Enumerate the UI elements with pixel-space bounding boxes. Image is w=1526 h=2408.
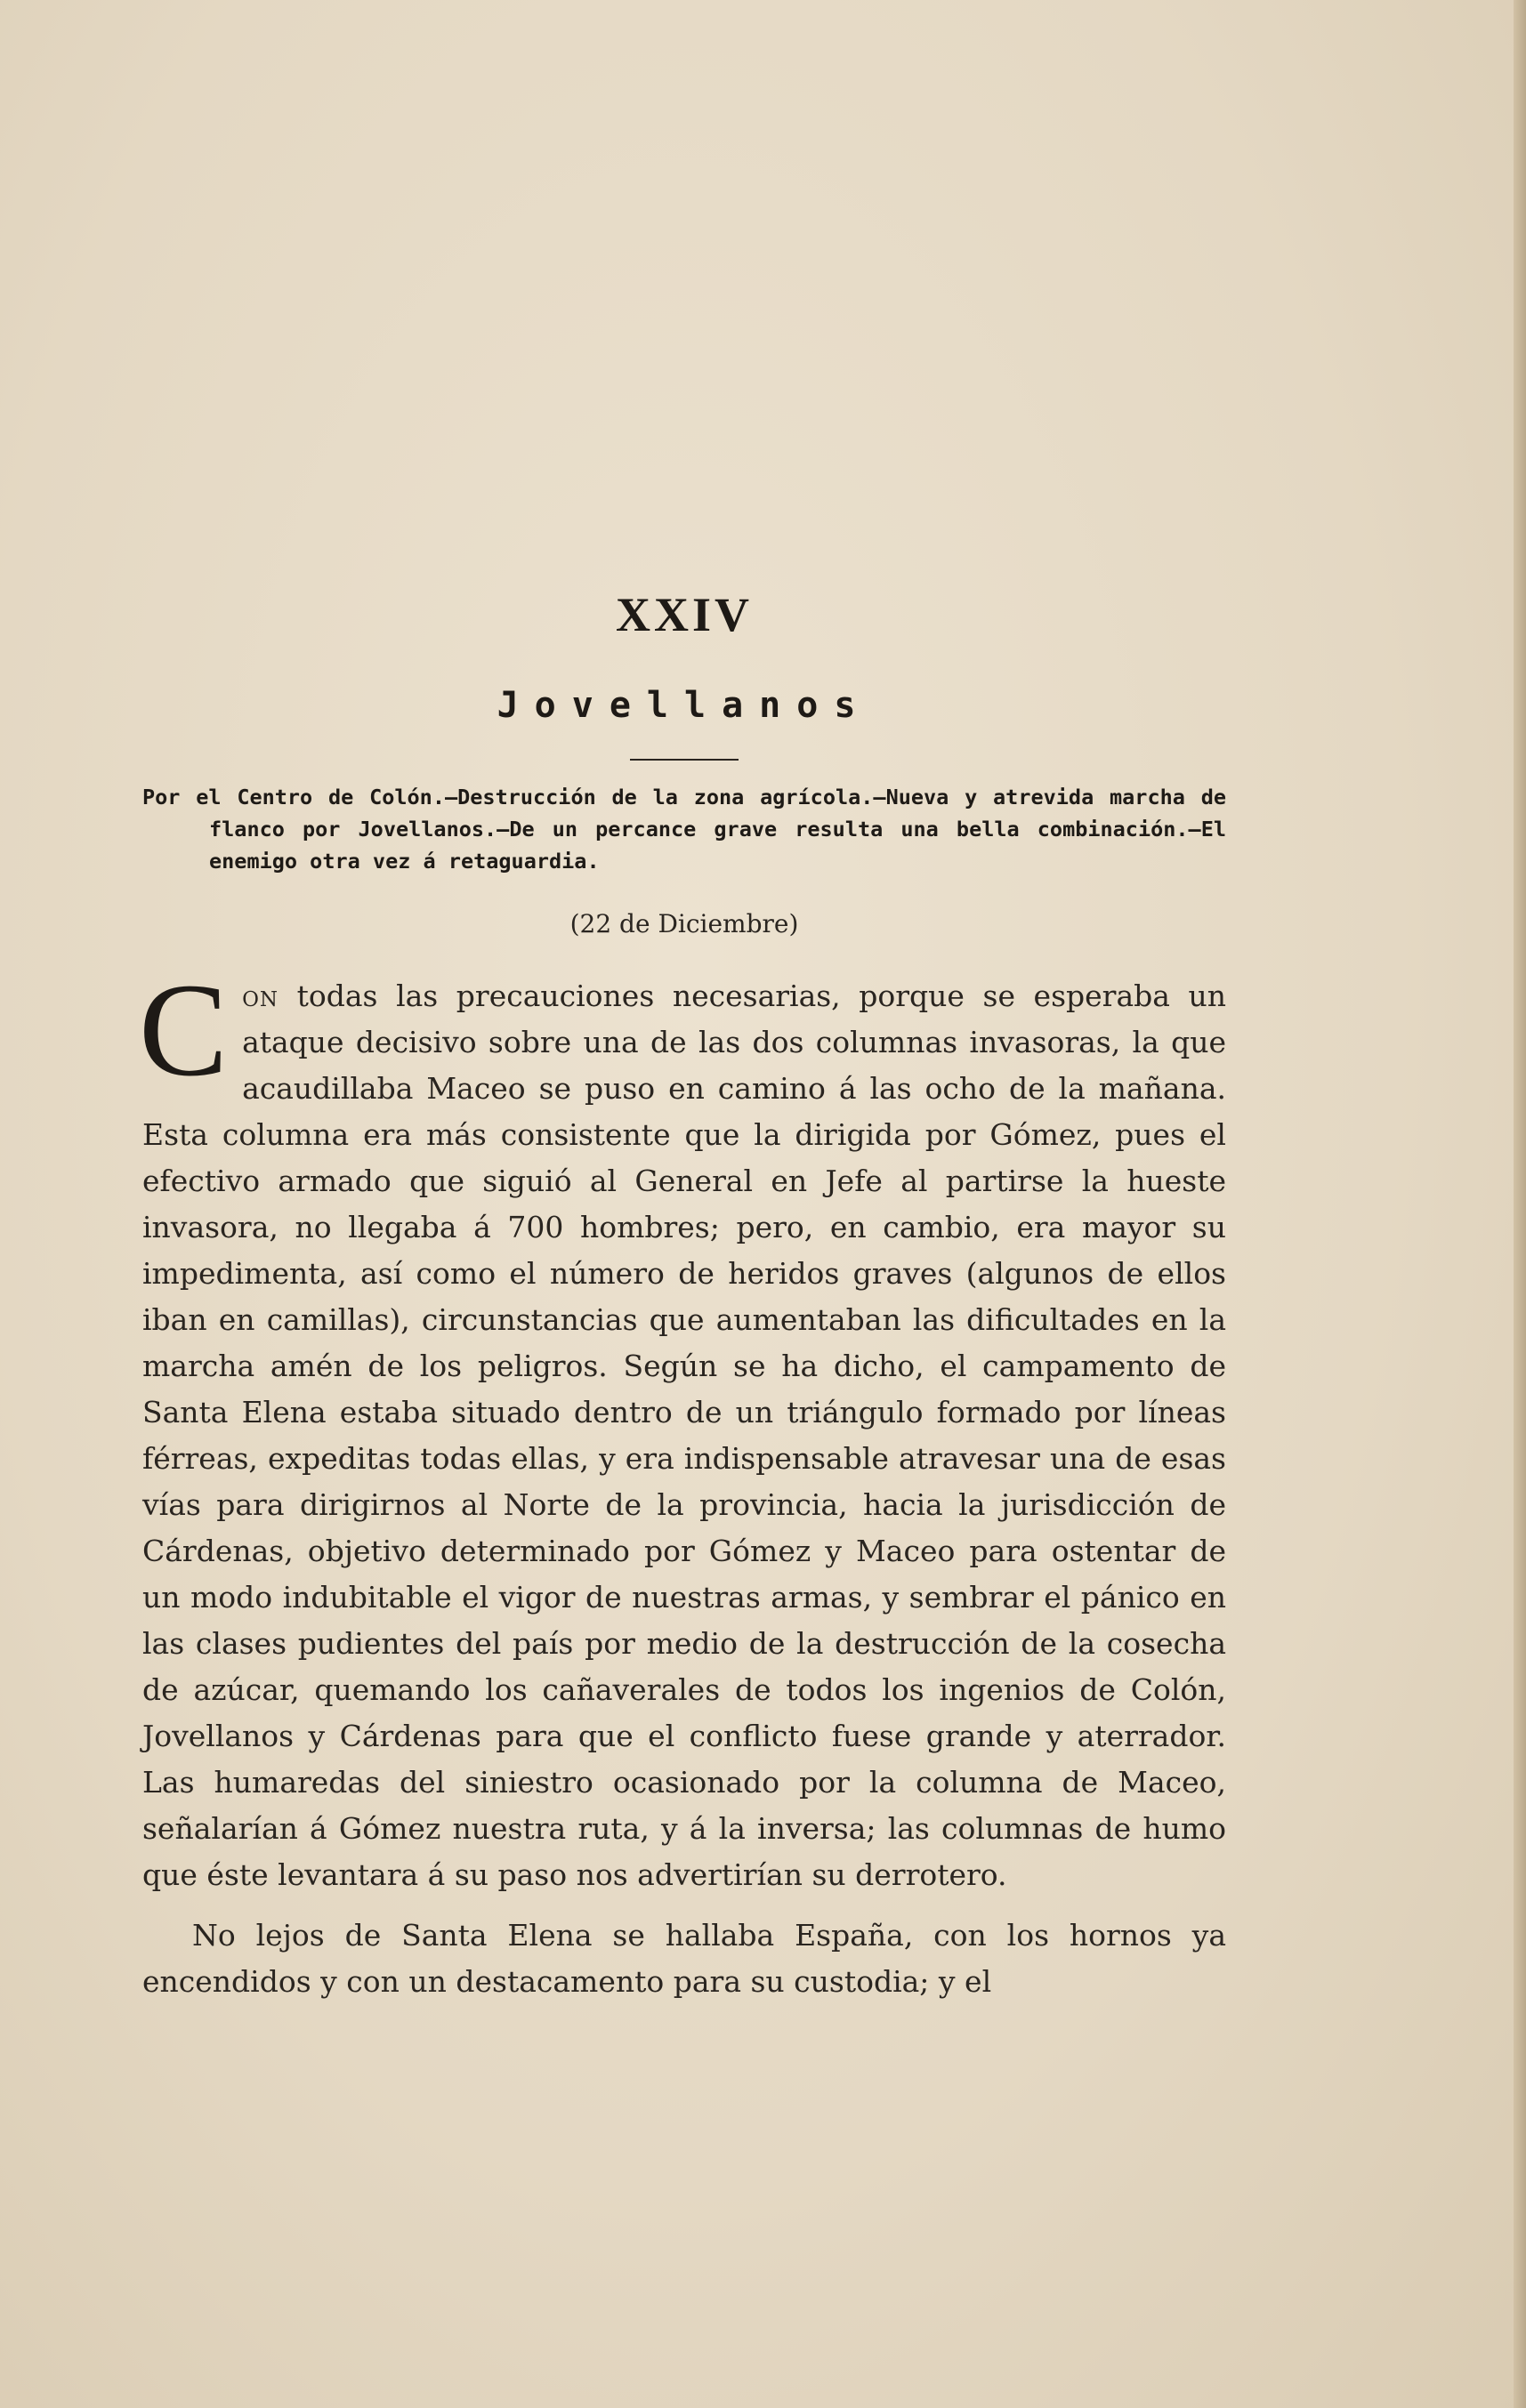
paragraph-1 [139, 956, 1226, 1898]
chapter-number: XXIV [615, 588, 753, 641]
drop-cap: C [139, 956, 229, 1104]
paragraph-1-text: todas las precauciones necesarias, porque se esperaba un ataque decisivo sobre una de las dos columnas invasoras, la que acaudillaba Maceo se puso en camino á las ocho de la mañana. Esta columna era más consistente que la dirigida por Gómez, pues el efectivo armado que siguió al General en Jefe al partirse la hueste invasora, no llegaba á 700 hombres; pero, en cambio, era mayor su impedimenta, así como el número de heridos graves (algunos de ellos iban en camillas), circunstancias que aumentaban las dificultades en la marcha amén de los peligros. Según se ha dicho, el campamento de Santa Elena estaba situado dentro de un triángulo formado por líneas férreas, expeditas todas ellas, y era indispensable atravesar una de esas vías para dirigirnos al Norte de la provincia, hacia la jurisdicción de Cárdenas, objetivo determinado por Gómez y Maceo para ostentar de un modo indubitable el vigor de nuestras armas, y sembrar el pánico en las clases pudientes del país por medio de la destrucción de la cosecha de azúcar, quemando los cañaverales de todos los ingenios de Colón, Jovellanos y Cárdenas para que el conflicto fuese grande y aterrador. Las humaredas del siniestro ocasionado por la columna de Maceo, señalarían á Gómez nuestra ruta, y á la inversa; las columnas de humo que éste levantara á su paso nos advertirían su derrotero. [142, 979, 1226, 1892]
body-text [139, 956, 1226, 2005]
title-divider [630, 759, 739, 761]
paragraph-2: No lejos de Santa Elena se hallaba España, con los hornos ya encendidos y con un destacamento para su custodia; y el [142, 1918, 1226, 1999]
lead-smallcaps: on [242, 979, 279, 1013]
chapter-summary: Por el Centro de Colón.—Destrucción de la zona agrícola.—Nueva y atrevida marcha de flanco por Jovellanos.—De un percance grave resulta una bella combinación.—El enemigo otra vez á retaguardia. [142, 785, 1226, 874]
chapter-date: (22 de Diciembre) [569, 909, 799, 938]
page-edge [1514, 0, 1526, 2408]
chapter-title: Jovellanos [497, 685, 872, 726]
